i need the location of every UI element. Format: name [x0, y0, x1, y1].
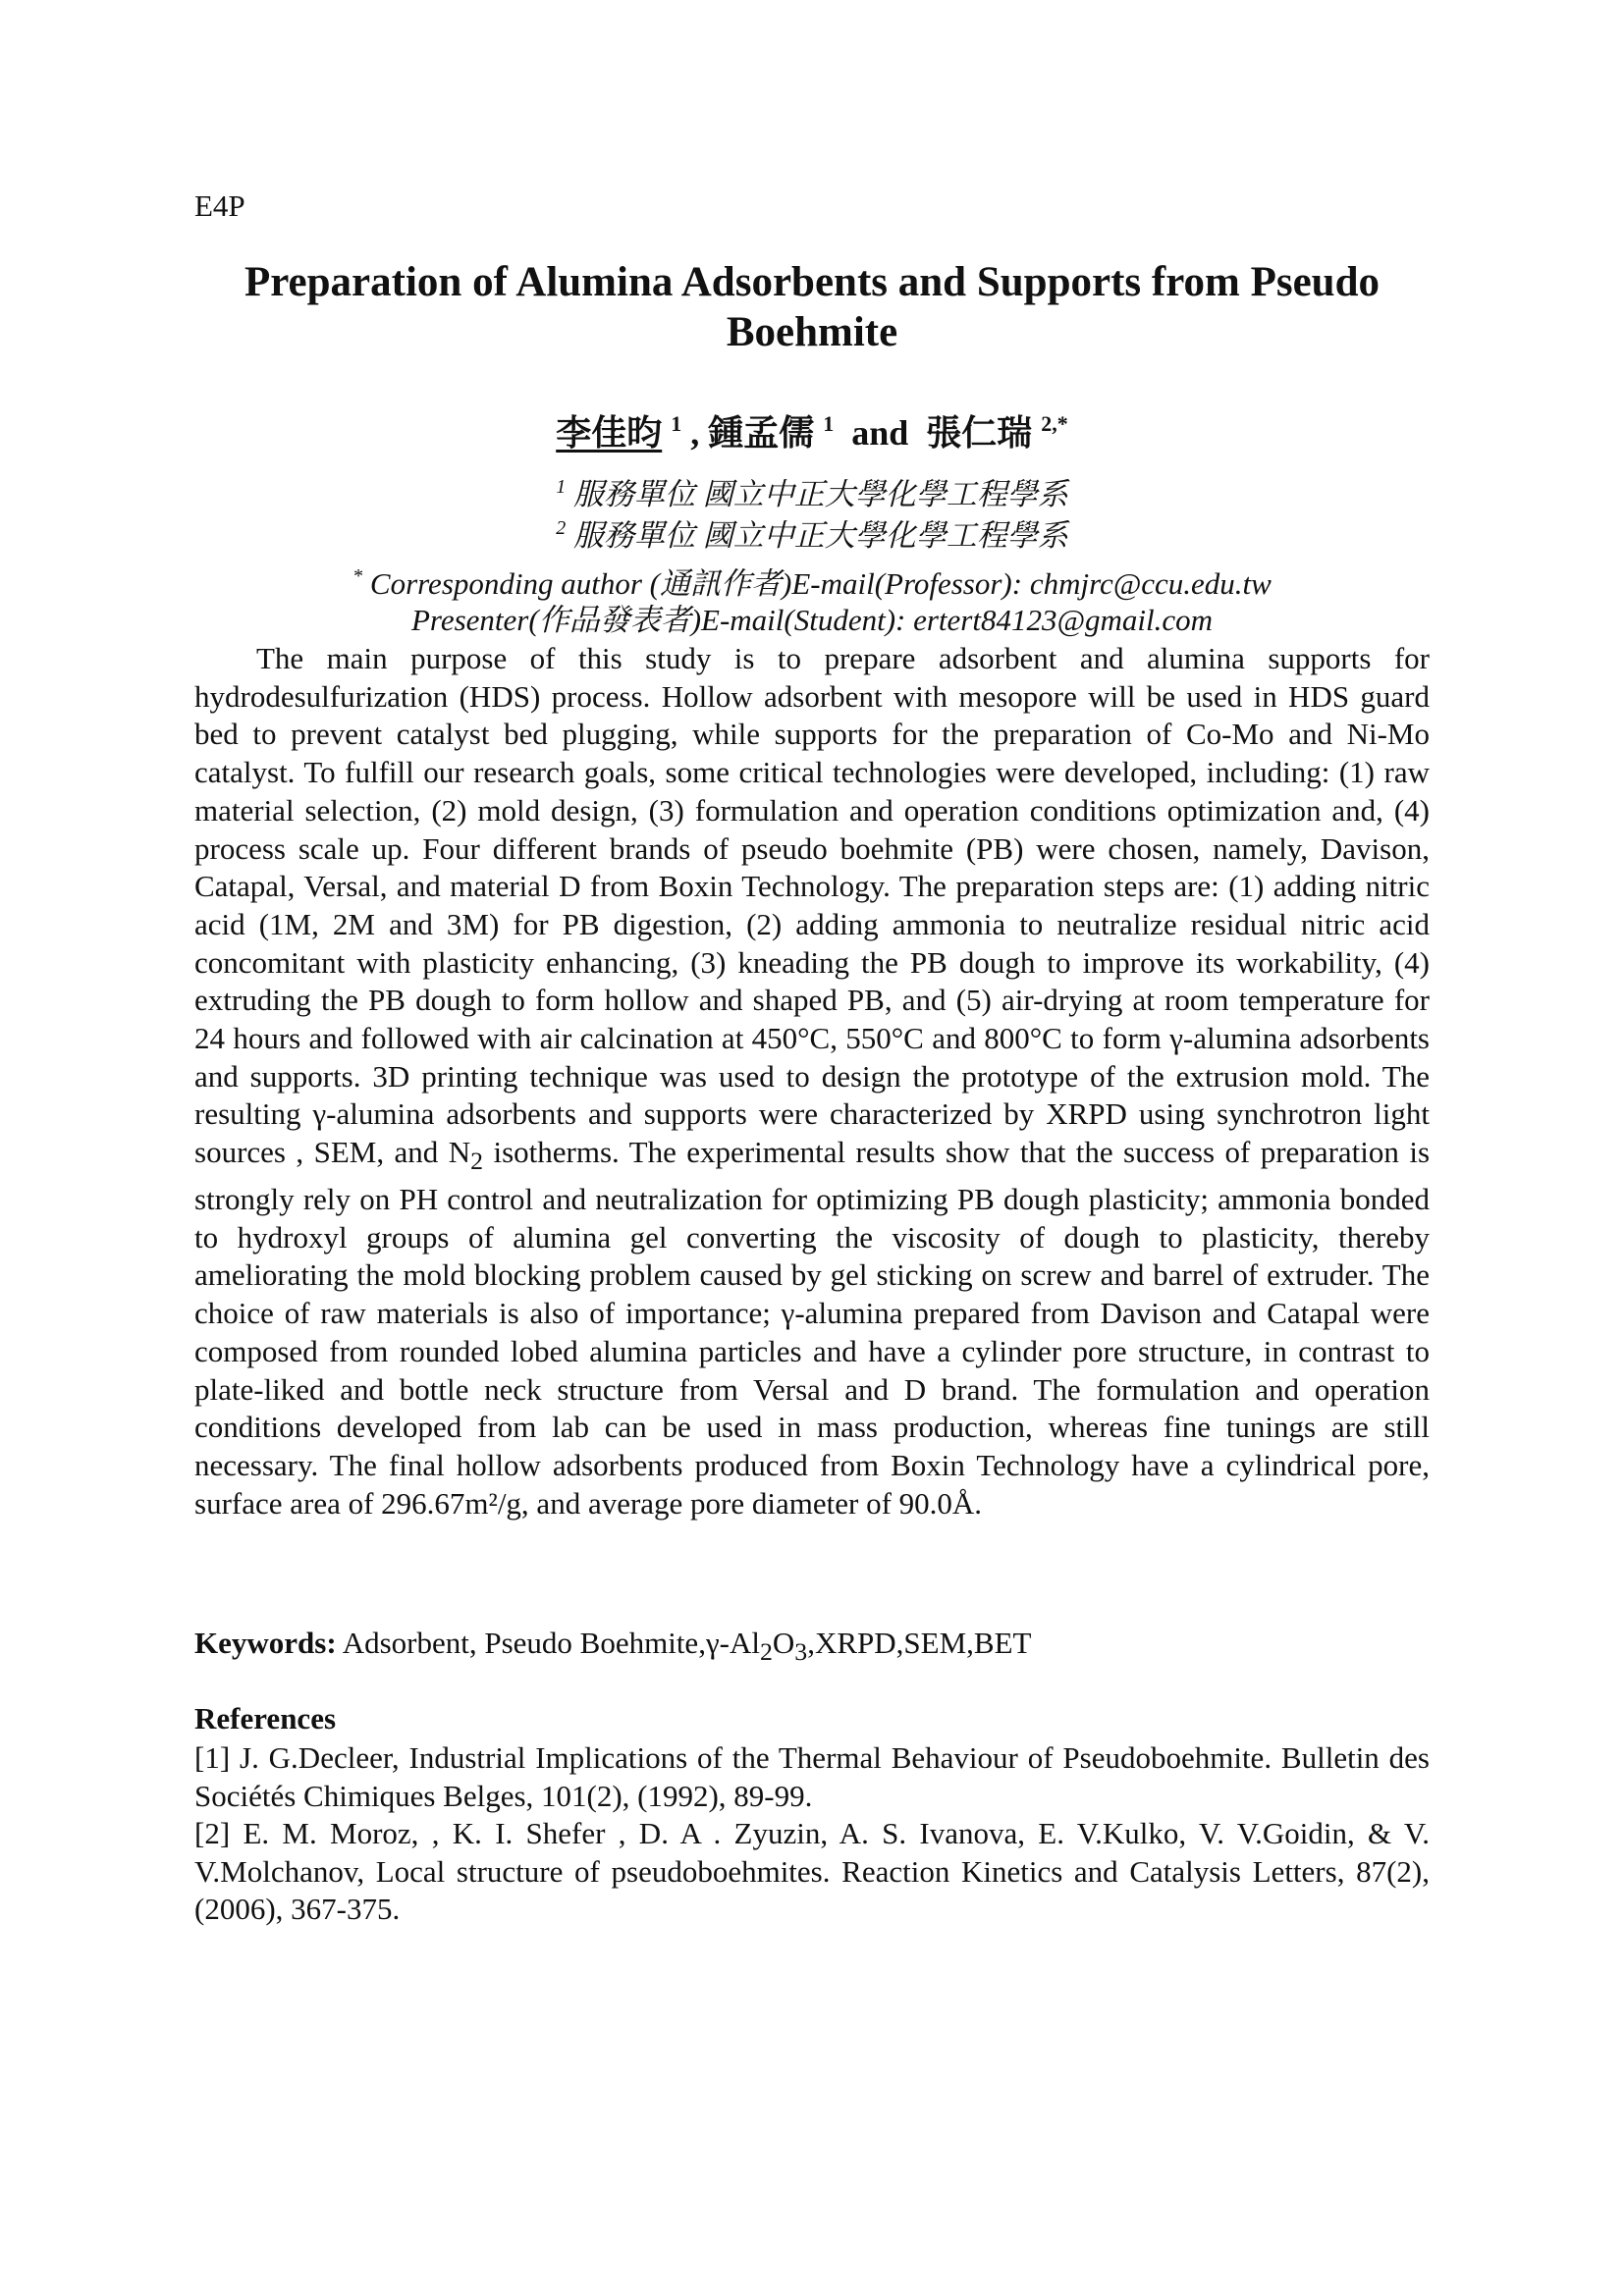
corresponding-mark: * — [352, 565, 363, 587]
keywords-text: Adsorbent, Pseudo Boehmite,γ-Al — [336, 1626, 760, 1660]
author-affil-mark: 2,* — [1041, 411, 1068, 436]
keywords-subscript: 3 — [794, 1637, 808, 1667]
references-heading: References — [194, 1701, 337, 1735]
affiliation-mark: 2 — [556, 517, 567, 539]
paper-code: E4P — [194, 188, 245, 223]
author-separator: and — [842, 413, 918, 453]
author-line — [157, 400, 1467, 456]
corresponding-text: Corresponding author (通訊作者)E-mail(Professor): chmjrc@ccu.edu.tw — [369, 566, 1272, 601]
keywords-subscript: 2 — [759, 1637, 773, 1667]
corresponding-author — [157, 557, 1467, 604]
presenter-email: Presenter(作品發表者)E-mail(Student): ertert84123@gmail.com — [411, 603, 1213, 637]
affiliation-text: 服務單位 國立中正大學化學工程學系 — [573, 477, 1068, 511]
keywords-label: Keywords: — [194, 1626, 337, 1660]
affiliation-mark: 1 — [556, 476, 567, 498]
author-name: 李佳昀 — [556, 413, 663, 453]
author-separator: , — [690, 413, 700, 453]
reference-item: [2] E. M. Moroz, , K. I. Shefer , D. A . Zyuzin, A. S. Ivanova, E. V.Kulko, V. V.Goidin, & V. V.Molchanov, Local structure of pseudoboehmites. Reaction Kinetics and Catalysis Letters, 87(2), (2006), 367-375. — [194, 1816, 1430, 1926]
reference-list — [194, 1739, 1430, 1929]
reference-item: [1] J. G.Decleer, Industrial Implications of the Thermal Behaviour of Pseudoboehmite. Bulletin des Sociétés Chimiques Belges, 101(2), (1992), 89-99. — [194, 1740, 1430, 1813]
author-affil-mark: 1 — [823, 411, 835, 436]
keywords-line — [194, 1624, 1430, 1672]
author-name: 鍾孟儒 — [708, 413, 815, 453]
abstract-paragraph — [194, 640, 1430, 1522]
keywords-text: O — [772, 1626, 795, 1660]
affiliation-1 — [157, 467, 1467, 514]
abstract-subscript: 2 — [470, 1147, 484, 1176]
keywords-text: ,XRPD,SEM,BET — [807, 1626, 1032, 1660]
abstract-text-1: The main purpose of this study is to prepare adsorbent and alumina supports for hydrodesulfurization (HDS) process. Hollow adsorbent with mesopore will be used in HDS guard bed to prevent catalyst bed plugging, while supports for the preparation of Co-Mo and Ni-Mo catalyst. To fulfill our research goals, some critical technologies were developed, including: (1) raw material selection, (2) mold design, (3) formulation and operation conditions optimization and, (4) process scale up. Four different brands of pseudo boehmite (PB) were chosen, namely, Davison, Catapal, Versal, and material D from Boxin Technology. The preparation steps are: (1) adding nitric acid (1M, 2M and 3M) for PB digestion, (2) adding ammonia to neutralize residual nitric acid concomitant with plasticity enhancing, (3) kneading the PB dough to improve its workability, (4) extruding the PB dough to form hollow and shaped PB, and (5) air-drying at room temperature for 24 hours and followed with air calcination at 450°C, 550°C and 800°C to form γ-alumina adsorbents and supports. 3D printing technique was used to design the prototype of the extrusion mold. The resulting γ-alumina adsorbents and supports were characterized by XRPD using synchrotron light sources , SEM, and N — [194, 641, 1430, 1170]
author-name: 張仁瑞 — [926, 413, 1033, 453]
affiliation-2 — [157, 508, 1467, 556]
affiliation-text: 服務單位 國立中正大學化學工程學系 — [573, 518, 1068, 553]
abstract-text-2: isotherms. The experimental results show that the success of preparation is strongly rely on PH control and neutralization for optimizing PB dough plasticity; ammonia bonded to hydroxyl groups of alumina gel converting the viscosity of dough to plasticity, thereby ameliorating the mold blocking problem caused by gel sticking on screw and barrel of extruder. The choice of raw materials is also of importance; γ-alumina prepared from Davison and Catapal were composed from rounded lobed alumina particles and have a cylinder pore structure, in contrast to plate-liked and bottle neck structure from Versal and D brand. The formulation and operation conditions developed from lab can be used in mass production, whereas fine tunings are still necessary. The final hollow adsorbents produced from Boxin Technology have a cylindrical pore, surface area of 296.67m²/g, and average pore diameter of 90.0Å. — [194, 1135, 1431, 1521]
paper-title: Preparation of Alumina Adsorbents and Supports from Pseudo Boehmite — [244, 259, 1380, 355]
author-affil-mark: 1 — [671, 411, 682, 436]
